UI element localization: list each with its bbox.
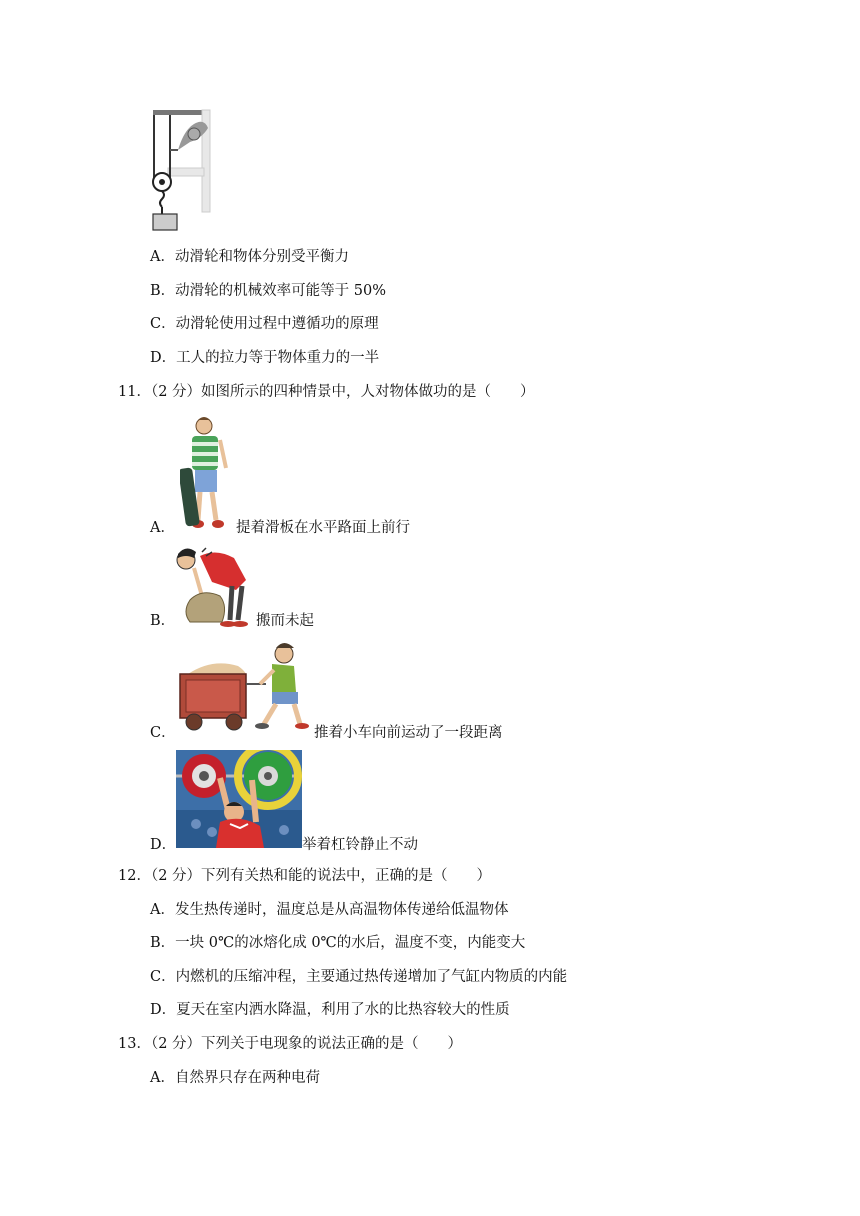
weightlifter-image xyxy=(176,750,302,848)
q12-option-a: A．发生热传递时，温度总是从高温物体传递给低温物体 xyxy=(150,902,509,918)
q10-option-d: D．工人的拉力等于物体重力的一半 xyxy=(150,350,380,366)
pulley-figure xyxy=(148,108,218,234)
q11-option-b-letter: B． xyxy=(150,613,176,629)
pushing-cart-person-image xyxy=(176,640,312,732)
q12-option-c: C．内燃机的压缩冲程，主要通过热传递增加了气缸内物质的内能 xyxy=(150,969,568,985)
q12-stem: 12．（2 分）下列有关热和能的说法中，正确的是（ ） xyxy=(118,868,492,884)
q10-option-b: B．动滑轮的机械效率可能等于 50% xyxy=(150,283,386,299)
q10-option-c: C．动滑轮使用过程中遵循功的原理 xyxy=(150,316,379,332)
q13-option-a: A．自然界只存在两种电荷 xyxy=(150,1070,320,1086)
q11-option-c-text: 推着小车向前运动了一段距离 xyxy=(314,725,503,741)
q11-option-a-letter: A． xyxy=(150,520,175,536)
lifting-sack-person-image xyxy=(172,546,256,628)
q13-stem: 13．（2 分）下列关于电现象的说法正确的是（ ） xyxy=(118,1036,463,1052)
q11-option-b-text: 搬而未起 xyxy=(256,613,314,629)
q11-option-d-letter: D． xyxy=(150,837,177,853)
q12-option-b: B．一块 0℃的冰熔化成 0℃的水后，温度不变，内能变大 xyxy=(150,935,526,951)
q11-stem: 11．（2 分）如图所示的四种情景中，人对物体做功的是（ ） xyxy=(118,384,535,400)
q11-option-c-letter: C． xyxy=(150,725,176,741)
q10-option-a: A．动滑轮和物体分别受平衡力 xyxy=(150,249,349,265)
q12-option-d: D．夏天在室内洒水降温，利用了水的比热容较大的性质 xyxy=(150,1002,510,1018)
q11-option-a-text: 提着滑板在水平路面上前行 xyxy=(236,520,410,536)
skateboard-person-image xyxy=(180,416,232,534)
q11-option-d-text: 举着杠铃静止不动 xyxy=(302,837,418,853)
